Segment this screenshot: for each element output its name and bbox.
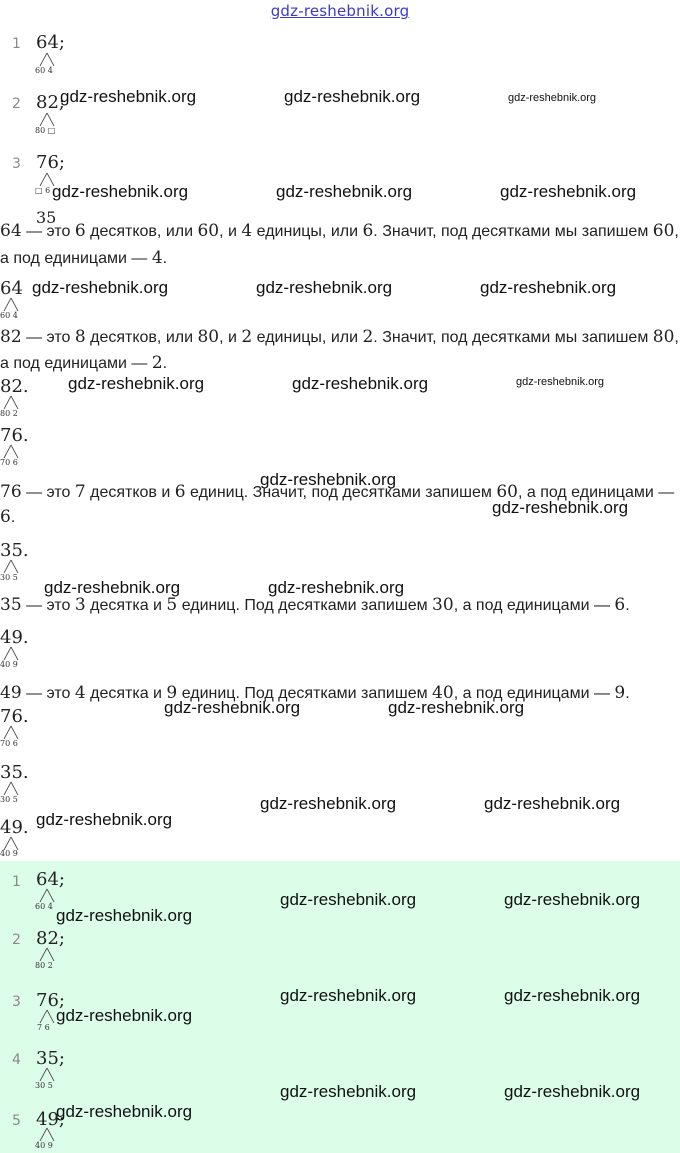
watermark-text: gdz-reshebnik.org [68, 374, 205, 393]
line-number: 2 [12, 932, 21, 948]
watermark-text: gdz-reshebnik.org [504, 890, 641, 909]
explanation-64-line2: а под единицами — 4. [0, 248, 168, 268]
watermark-text: gdz-reshebnik.org [508, 92, 597, 104]
number-value: 49. [0, 627, 29, 648]
decomposition-parts: 40 9 [0, 849, 18, 858]
watermark-text: gdz-reshebnik.org [500, 182, 637, 201]
decomposition-parts: 80 2 [35, 961, 53, 970]
decomposition-parts: 80 □ [35, 126, 56, 135]
watermark-text: gdz-reshebnik.org [284, 87, 421, 106]
watermark-text: gdz-reshebnik.org [292, 374, 429, 393]
number-value: 49. [0, 817, 29, 838]
line-number: 2 [12, 96, 21, 112]
number-value: 49; [36, 1109, 65, 1130]
site-header-link[interactable]: gdz-reshebnik.org [270, 2, 410, 20]
decomposition-parts: 70 6 [0, 458, 18, 467]
line-number: 4 [12, 1052, 21, 1068]
decomposition-parts: 40 9 [0, 660, 18, 669]
watermark-text: gdz-reshebnik.org [52, 182, 189, 201]
cut-off-line: 35 [36, 208, 57, 227]
number-value: 35. [0, 762, 29, 783]
watermark-text: gdz-reshebnik.org [504, 986, 641, 1005]
explanation-82-line2: а под единицами — 2. [0, 353, 168, 373]
watermark-text: gdz-reshebnik.org [260, 470, 397, 489]
explanation-64-line1: 64 — это 6 десятков, или 60, и 4 единицы, или 6. Значит, под десятками мы запишем 60, [0, 221, 679, 241]
watermark-text: gdz-reshebnik.org [60, 87, 197, 106]
decomposition-parts: 70 6 [0, 739, 18, 748]
watermark-text: gdz-reshebnik.org [36, 810, 173, 829]
line-number: 1 [12, 874, 21, 890]
watermark-text: gdz-reshebnik.org [44, 578, 181, 597]
line-number: 1 [12, 36, 21, 52]
decomposition-parts: 60 4 [35, 66, 53, 75]
watermark-text: gdz-reshebnik.org [268, 578, 405, 597]
watermark-text: gdz-reshebnik.org [516, 376, 605, 388]
watermark-text: gdz-reshebnik.org [276, 182, 413, 201]
decomposition-parts: 60 4 [0, 311, 18, 320]
watermark-text: gdz-reshebnik.org [280, 1082, 417, 1101]
number-value: 35; [36, 1048, 65, 1069]
decomposition-parts: 30 5 [35, 1081, 53, 1090]
explanation-82-line1: 82 — это 8 десятков, или 80, и 2 единицы, или 2. Значит, под десятками мы запишем 80, [0, 327, 679, 347]
decomposition-parts: □ 6 [35, 186, 51, 195]
number-value: 82; [36, 92, 65, 113]
decomposition-parts: 30 5 [0, 795, 18, 804]
watermark-text: gdz-reshebnik.org [256, 278, 393, 297]
decomposition-parts: 60 4 [35, 902, 53, 911]
watermark-text: gdz-reshebnik.org [280, 890, 417, 909]
number-value: 64 [0, 278, 23, 299]
watermark-text: gdz-reshebnik.org [504, 1082, 641, 1101]
decomposition-parts: 80 2 [0, 409, 18, 418]
line-number: 3 [12, 156, 21, 172]
explanation-35: 35 — это 3 десятка и 5 единиц. Под десятками запишем 30, а под единицами — 6. [0, 595, 630, 615]
watermark-text: gdz-reshebnik.org [484, 794, 621, 813]
number-value: 82. [0, 376, 29, 397]
watermark-text: gdz-reshebnik.org [388, 698, 525, 717]
decomposition-parts: 30 5 [0, 573, 18, 582]
watermark-text: gdz-reshebnik.org [260, 794, 397, 813]
number-value: 64; [36, 869, 65, 890]
number-value: 35. [0, 540, 29, 561]
number-value: 76. [0, 706, 29, 727]
watermark-text: gdz-reshebnik.org [280, 986, 417, 1005]
line-number: 5 [12, 1113, 21, 1129]
explanation-76-line2: 6. [0, 507, 16, 527]
watermark-text: gdz-reshebnik.org [56, 1006, 193, 1025]
number-value: 76. [0, 425, 29, 446]
number-value: 64; [36, 32, 65, 53]
watermark-text: gdz-reshebnik.org [480, 278, 617, 297]
line-number: 3 [12, 994, 21, 1010]
number-value: 76; [36, 152, 65, 173]
explanation-49: 49 — это 4 десятка и 9 единиц. Под десятками запишем 40, а под единицами — 9. [0, 683, 630, 703]
decomposition-parts: 40 9 [35, 1141, 53, 1150]
watermark-text: gdz-reshebnik.org [56, 1102, 193, 1121]
number-value: 82; [36, 928, 65, 949]
watermark-text: gdz-reshebnik.org [164, 698, 301, 717]
decomposition-parts: 7 6 [37, 1023, 50, 1032]
watermark-text: gdz-reshebnik.org [56, 906, 193, 925]
explanation-76-line1: 76 — это 7 десятков и 6 единиц. Значит, под десятками запишем 60, а под единицами — [0, 482, 675, 502]
watermark-text: gdz-reshebnik.org [32, 278, 169, 297]
watermark-text: gdz-reshebnik.org [492, 498, 629, 517]
number-value: 76; [36, 990, 65, 1011]
